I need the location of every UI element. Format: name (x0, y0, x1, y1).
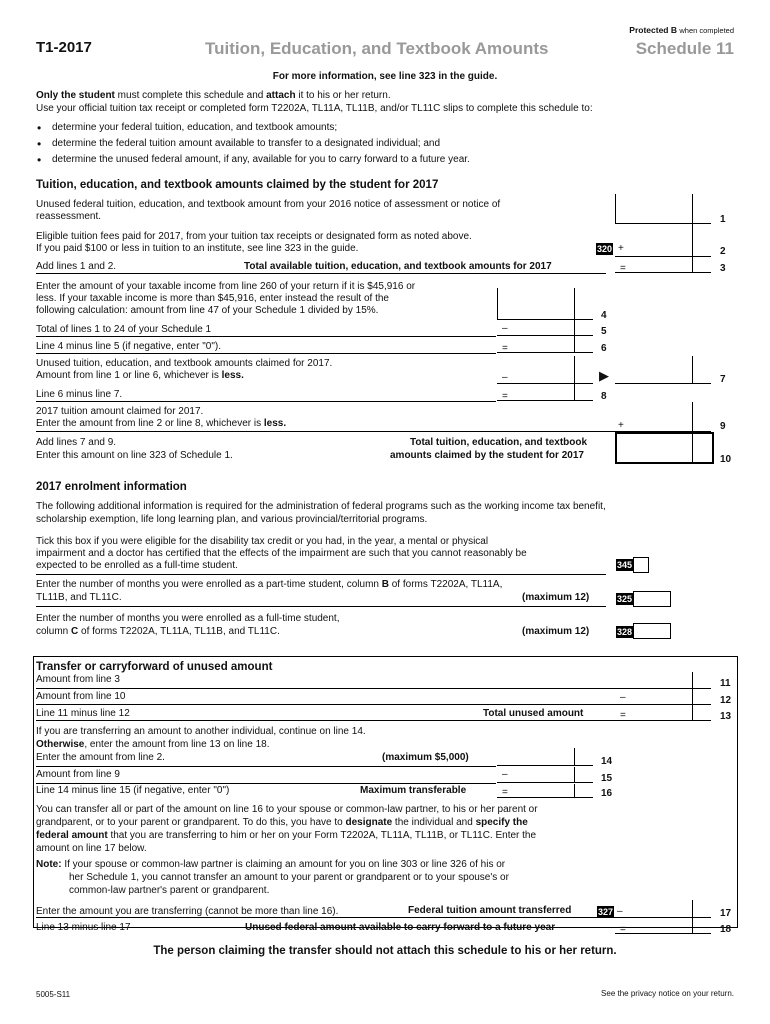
line1-amount-field[interactable] (616, 196, 692, 222)
line-number-8: 8 (601, 391, 607, 402)
code-345: 345 (617, 560, 633, 570)
plus-sign: + (618, 243, 624, 254)
schedule-number: Schedule 11 (635, 39, 734, 58)
intro-bullets (36, 120, 470, 168)
more-info: For more information, see line 323 in the guide. (272, 71, 498, 82)
line-number-4: 4 (601, 310, 607, 321)
line10-label-b: Enter this amount on line 323 of Schedule 1. (36, 450, 233, 461)
line12-label: Amount from line 10 (36, 691, 126, 702)
line-number-15: 15 (601, 773, 613, 784)
minus-sign: – (620, 692, 626, 703)
part-time-months-field[interactable] (633, 591, 671, 607)
enrolment-intro-1: The following additional information is required for the administration of federal programs such as the working income tax benefit, (36, 501, 606, 512)
plus-sign: + (618, 420, 624, 431)
minus-sign: – (502, 323, 508, 334)
transfer-footer-note: The person claiming the transfer should not attach this schedule to his or her return. (153, 945, 617, 957)
bullet-item: • determine the federal tuition amount available to transfer to a designated individual; and (36, 136, 470, 152)
line3-label-b: Total available tuition, education, and textbook amounts for 2017 (244, 261, 552, 272)
line10-label-c: Total tuition, education, and textbook (410, 437, 588, 448)
line13-label-a: Line 11 minus line 12 (36, 708, 130, 719)
line14-label-b: (maximum $5,000) (382, 752, 469, 763)
line3-label-a: Add lines 1 and 2. (36, 261, 117, 272)
intro-line-1: Only the student must complete this schedule and attach it to his or her return. (36, 90, 391, 101)
disability-text-a: Tick this box if you were eligible for the disability tax credit or you had, in the year, a mental or physical (36, 536, 489, 547)
line-number-14: 14 (601, 756, 613, 767)
part-time-max: (maximum 12) (522, 592, 590, 603)
privacy-notice: See the privacy notice on your return. (601, 989, 734, 998)
line-number-9: 9 (720, 421, 726, 432)
transfer-instruction-a: If you are transferring an amount to another individual, continue on line 14. (36, 726, 366, 737)
line10-label-d: amounts claimed by the student for 2017 (390, 450, 584, 461)
transfer-instruction-b: Otherwise, enter the amount from line 13 on line 18. (36, 739, 270, 750)
line4-label-b: less. If your taxable income is more than $45,916, enter instead the result of the (36, 293, 389, 304)
line15-label: Amount from line 9 (36, 769, 120, 780)
equals-sign: = (502, 343, 508, 354)
transfer-para-2: grandparent, or to your parent or grandparent. To do this, you have to designate the individual and specify the (36, 817, 528, 828)
line10-total-box[interactable] (615, 432, 714, 464)
line-number-16: 16 (601, 788, 613, 799)
line-number-5: 5 (601, 326, 607, 337)
line13-label-b: Total unused amount (483, 708, 584, 719)
page-title: Tuition, Education, and Textbook Amounts (205, 39, 549, 58)
line-number-18: 18 (720, 924, 732, 935)
line-number-10: 10 (720, 454, 732, 465)
line8-label: Line 6 minus line 7. (36, 389, 123, 400)
line2-label-a: Eligible tuition fees paid for 2017, from your tuition tax receipts or designated form as noted above. (36, 231, 472, 242)
line18-label-b: Unused federal amount available to carry forward to a future year (245, 922, 556, 933)
equals-sign: = (620, 924, 626, 935)
full-time-months-field[interactable] (633, 623, 671, 639)
line2-amount-field[interactable] (616, 232, 692, 256)
minus-sign: – (502, 769, 508, 780)
form-id: T1-2017 (36, 39, 92, 56)
line-number-3: 3 (720, 263, 726, 274)
section-heading-claimed: Tuition, education, and textbook amounts claimed by the student for 2017 (36, 179, 439, 191)
equals-sign: = (502, 787, 508, 798)
bullet-item: • determine your federal tuition, education, and textbook amounts; (36, 120, 470, 136)
line17-amount-field[interactable] (626, 902, 692, 916)
disability-text-b: impairment and a doctor has certified that the effects of the impairment are such that you cannot reasonably be (36, 548, 527, 559)
line17-label-a: Enter the amount you are transferring (cannot be more than line 16). (36, 906, 339, 917)
line2-label-b: If you paid $100 or less in tuition to an institute, see line 323 in the guide. (36, 243, 359, 254)
line-number-12: 12 (720, 695, 732, 706)
equals-sign: = (620, 263, 626, 274)
line7-amount-field[interactable] (616, 358, 692, 382)
code-327: 327 (598, 907, 614, 917)
line5-label: Total of lines 1 to 24 of your Schedule 1 (36, 324, 212, 335)
line-number-13: 13 (720, 711, 732, 722)
transfer-para-4: amount on line 17 below. (36, 843, 147, 854)
form-code: 5005-S11 (36, 990, 71, 999)
line4-label-c: following calculation: amount from line 47 of your Schedule 1 divided by 15%. (36, 305, 379, 316)
protected-label: Protected B when completed (629, 25, 734, 35)
code-328: 328 (617, 627, 633, 637)
line7-label-a: Unused tuition, education, and textbook amounts claimed for 2017. (36, 358, 333, 369)
line11-label: Amount from line 3 (36, 674, 120, 685)
line-number-11: 11 (720, 678, 731, 689)
equals-sign: = (502, 391, 508, 402)
line10-label-a: Add lines 7 and 9. (36, 437, 117, 448)
enrolment-intro-2: scholarship exemption, life long learning plan, and various provincial/territorial programs. (36, 514, 428, 525)
section-heading-enrolment: 2017 enrolment information (36, 481, 187, 493)
disability-text-c: expected to be enrolled as a full-time student. (36, 560, 238, 571)
line9-label-a: 2017 tuition amount claimed for 2017. (36, 406, 204, 417)
line16-label-a: Line 14 minus line 15 (if negative, enter "0") (36, 785, 230, 796)
full-time-text-b: column C of forms T2202A, TL11A, TL11B, and TL11C. (36, 626, 280, 637)
note-line-1: Note: If your spouse or common-law partner is claiming an amount for you on line 303 or line 326 of his or (36, 859, 506, 870)
line-number-2: 2 (720, 246, 726, 257)
code-325: 325 (617, 594, 633, 604)
line-number-17: 17 (720, 908, 732, 919)
bullet-item: • determine the unused federal amount, if any, available for you to carry forward to a future year. (36, 152, 470, 168)
transfer-para-3: federal amount that you are transferring to him or her on your Form T2202A, TL11A, TL11B, or TL11C. Enter the (36, 830, 537, 841)
minus-sign: – (617, 906, 623, 917)
part-time-text-a: Enter the number of months you were enrolled as a part-time student, column B of forms T2202A, TL11A, (36, 579, 503, 590)
disability-checkbox[interactable] (633, 557, 649, 573)
line1-label-b: reassessment. (36, 211, 102, 222)
arrow-icon: ▶ (599, 368, 609, 383)
line1-label-a: Unused federal tuition, education, and textbook amount from your 2016 notice of assessment or notice of (36, 199, 501, 210)
line18-label-a: Line 13 minus line 17 (36, 922, 131, 933)
line7-label-b: Amount from line 1 or line 6, whichever is less. (36, 370, 244, 381)
line-number-6: 6 (601, 343, 607, 354)
line17-label-b: Federal tuition amount transferred (408, 905, 572, 916)
line4-amount-field[interactable] (498, 290, 574, 318)
line-number-7: 7 (720, 374, 726, 385)
transfer-para-1: You can transfer all or part of the amount on line 16 to your spouse or common-law partner, to his or her parent or (36, 804, 538, 815)
line14-label-a: Enter the amount from line 2. (36, 752, 165, 763)
part-time-text-b: TL11B, and TL11C. (36, 592, 122, 603)
line-number-1: 1 (720, 214, 726, 225)
note-line-2: her Schedule 1, you cannot transfer an amount to your parent or grandparent or to your spouse's or (69, 872, 509, 883)
full-time-text-a: Enter the number of months you were enrolled as a full-time student, (36, 613, 340, 624)
intro-line-2: Use your official tuition tax receipt or completed form T2202A, TL11A, TL11B, and/or TL11C slips to complete this schedule to: (36, 103, 593, 114)
note-line-3: common-law partner's parent or grandparent. (69, 885, 270, 896)
minus-sign: – (502, 372, 508, 383)
full-time-max: (maximum 12) (522, 626, 590, 637)
line6-label: Line 4 minus line 5 (if negative, enter "0"). (36, 341, 221, 352)
line16-label-b: Maximum transferable (360, 785, 467, 796)
equals-sign: = (620, 710, 626, 721)
line4-label-a: Enter the amount of your taxable income from line 260 of your return if it is $45,916 or (36, 281, 416, 292)
section-heading-transfer: Transfer or carryforward of unused amount (36, 661, 273, 673)
code-320: 320 (597, 244, 613, 254)
line9-label-b: Enter the amount from line 2 or line 8, whichever is less. (36, 418, 287, 429)
